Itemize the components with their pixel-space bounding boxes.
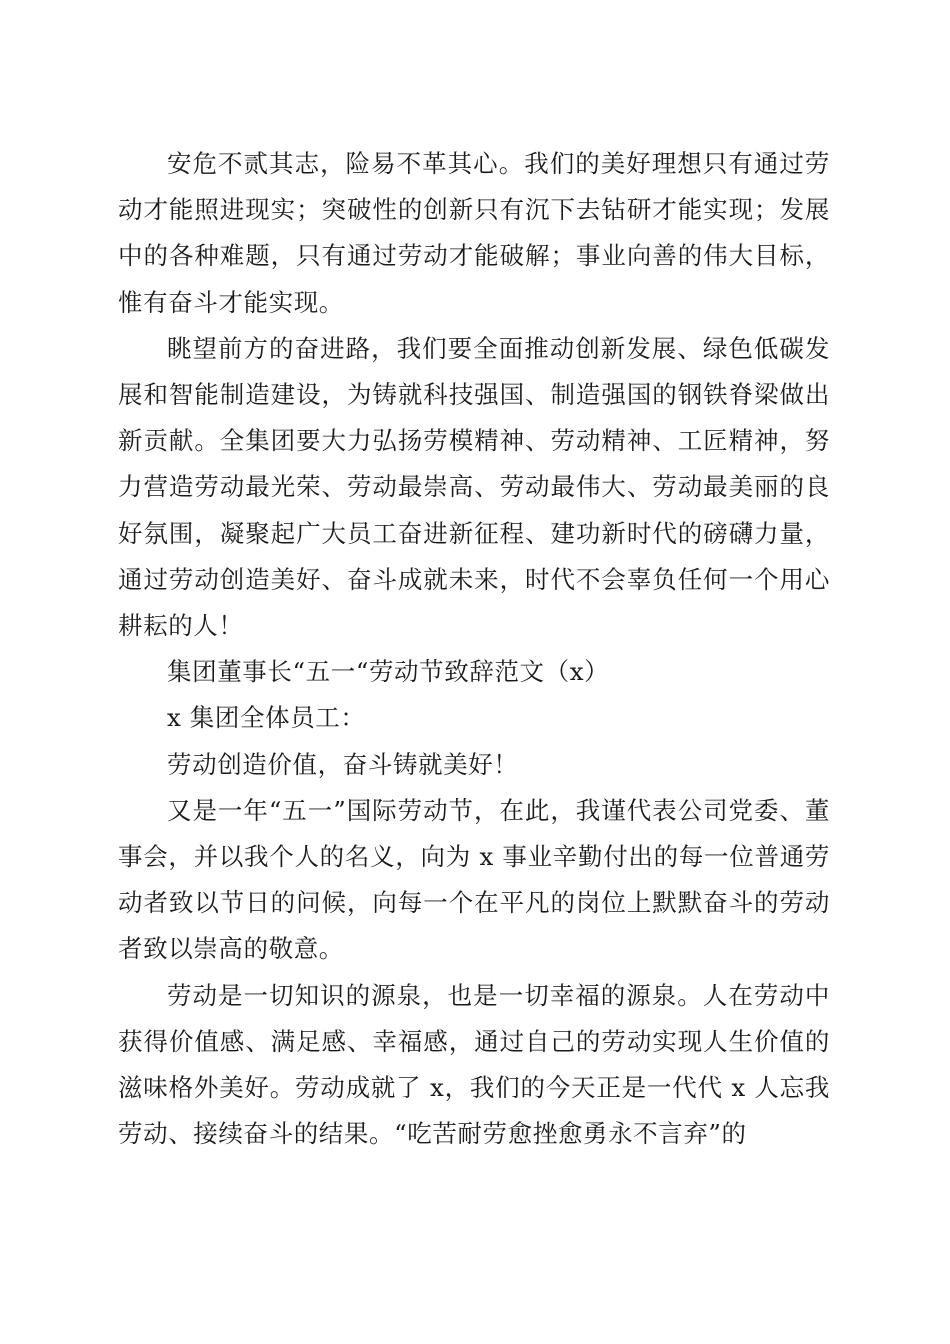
paragraph-3: 又是一年“五一”国际劳动节，在此，我谨代表公司党委、董事会，并以我个人的名义，向为 x 事业辛勤付出的每一位普通劳动者致以节日的问候，向每一个在平凡的岗位上默默奋斗的劳动者致以崇高的敬意。 — [118, 795, 830, 964]
document-body — [118, 141, 830, 1157]
paragraph-2: 眺望前方的奋进路，我们要全面推动创新发展、绿色低碳发展和智能制造建设，为铸就科技强国、制造强国的钢铁脊梁做出新贡献。全集团要大力弘扬劳模精神、劳动精神、工匠精神，努力营造劳动最光荣、劳动最崇高、劳动最伟大、劳动最美丽的良好氛围，凝聚起广大员工奋进新征程、建功新时代的磅礴力量，通过劳动创造美好、奋斗成就未来，时代不会辜负任何一个用心耕耘的人！ — [118, 333, 830, 641]
paragraph-1: 安危不贰其志，险易不革其心。我们的美好理想只有通过劳动才能照进现实；突破性的创新只有沉下去钻研才能实现；发展中的各种难题，只有通过劳动才能破解；事业向善的伟大目标，惟有奋斗才能实现。 — [118, 149, 830, 317]
section-title: 集团董事长“五一“劳动节致辞范文（x） — [167, 657, 610, 687]
slogan: 劳动创造价值，奋斗铸就美好！ — [167, 749, 519, 779]
salutation: x 集团全体员工： — [167, 703, 366, 733]
paragraph-4: 劳动是一切知识的源泉，也是一切幸福的源泉。人在劳动中获得价值感、满足感、幸福感，通过自己的劳动实现人生价值的滋味格外美好。劳动成就了 x，我们的今天正是一代代 x 人忘我劳动、接续奋斗的结果。“吃苦耐劳愈挫愈勇永不言弃”的 — [118, 980, 830, 1149]
